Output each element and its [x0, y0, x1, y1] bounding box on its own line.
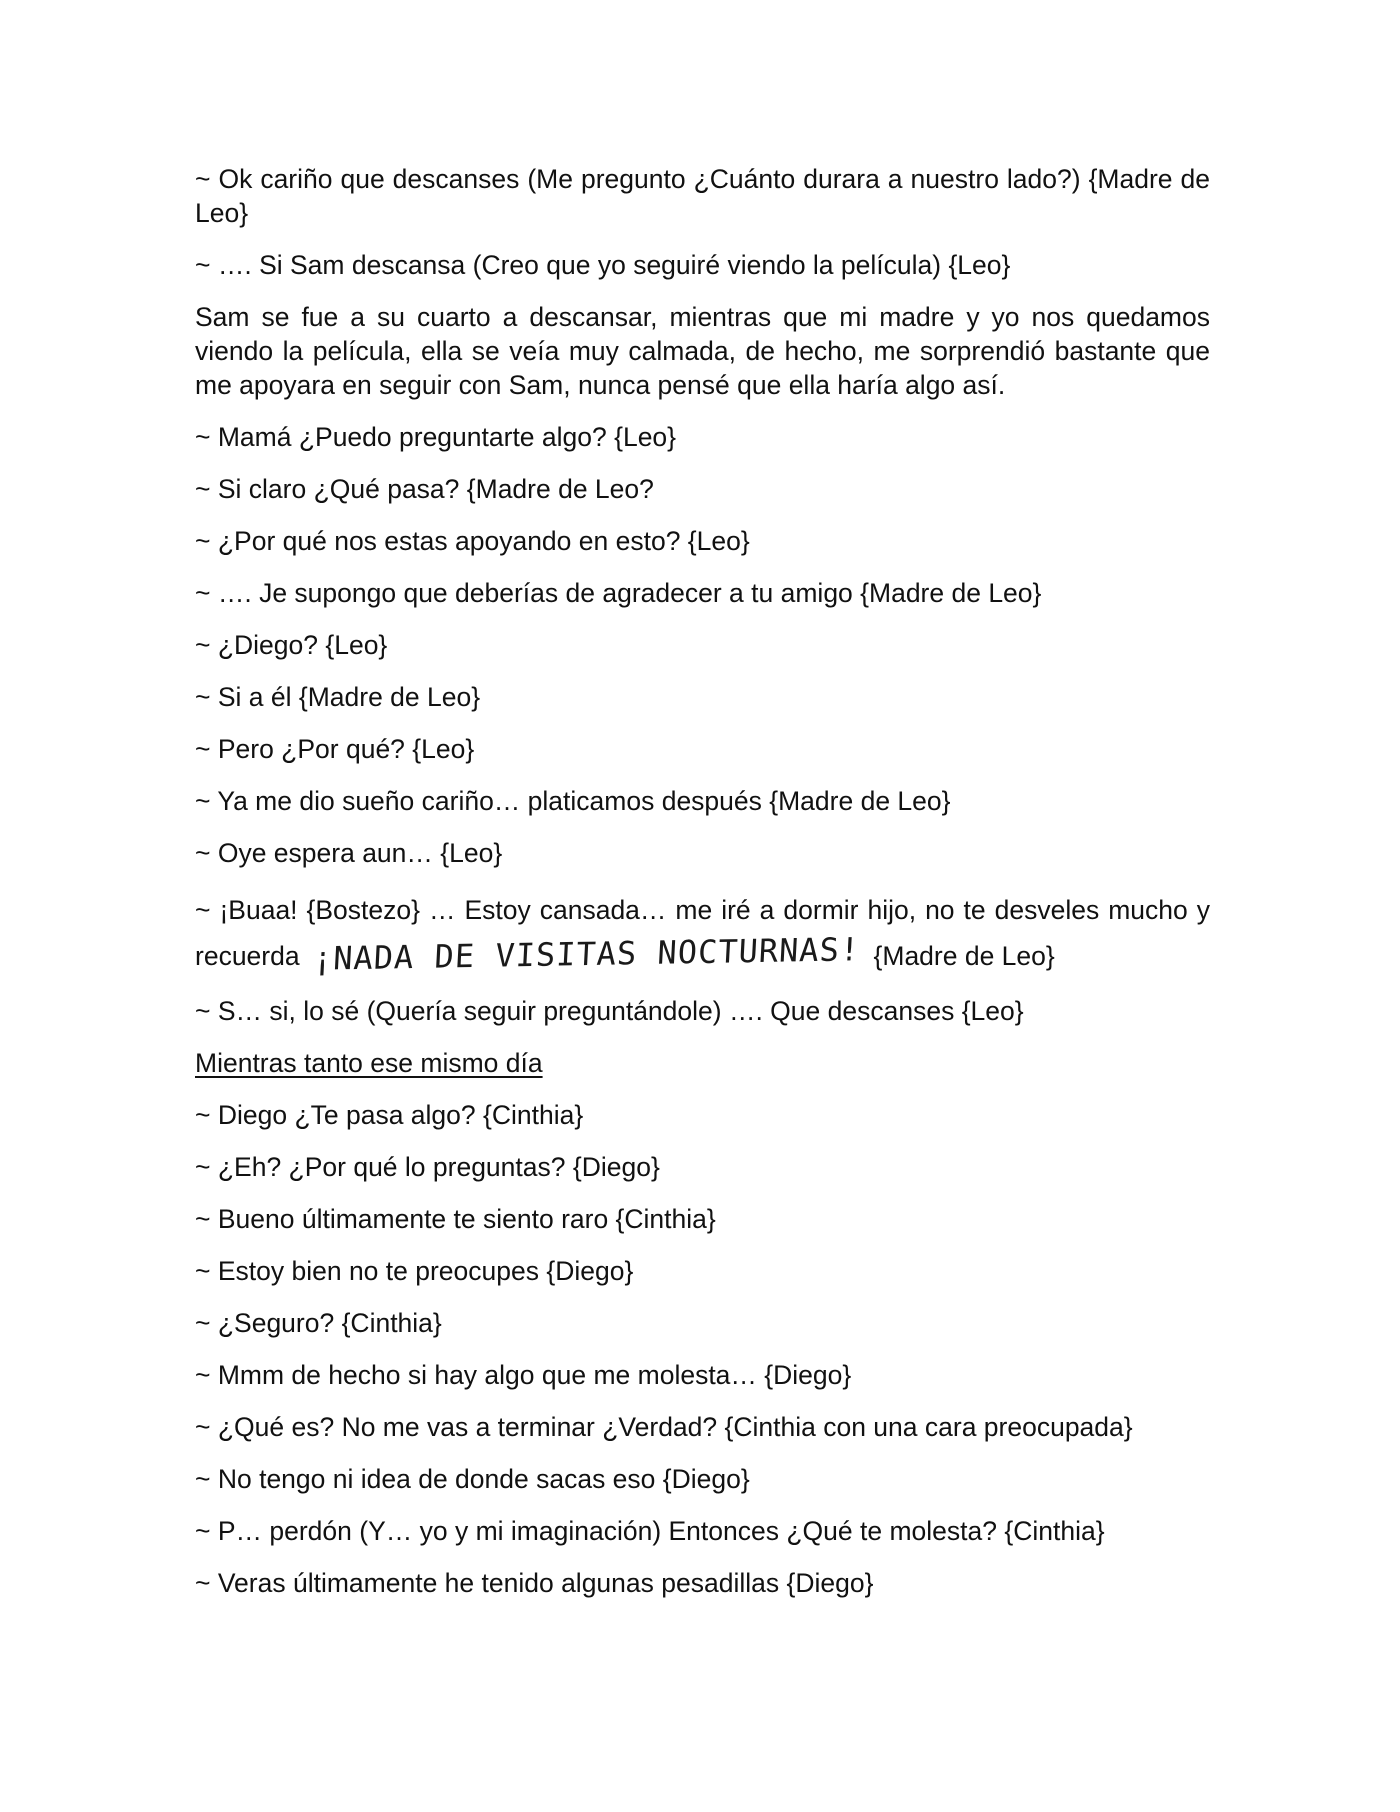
dialogue-line: ~ Oye espera aun… {Leo}: [195, 838, 503, 868]
dialogue-line: ~ Mmm de hecho si hay algo que me molesta… {Diego}: [195, 1360, 852, 1390]
dialogue-line: ~ ¿Por qué nos estas apoyando en esto? {Leo}: [195, 526, 750, 556]
dialogue-line: ~ ¿Eh? ¿Por qué lo preguntas? {Diego}: [195, 1152, 660, 1182]
dialogue-line: ~ Bueno últimamente te siento raro {Cinthia}: [195, 1204, 716, 1234]
dialogue-line: ~ S… si, lo sé (Quería seguir preguntándole) …. Que descanses {Leo}: [195, 996, 1024, 1026]
dialogue-line: ~ Estoy bien no te preocupes {Diego}: [195, 1256, 634, 1286]
dialogue-line: ~ Diego ¿Te pasa algo? {Cinthia}: [195, 1100, 584, 1130]
narration-paragraph: Sam se fue a su cuarto a descansar, mientras que mi madre y yo nos quedamos viendo la película, ella se veía muy calmada, de hecho, me sorprendió bastante que me apoyara en seguir con Sam, nunca pensé que ella haría algo así.: [195, 302, 1210, 400]
scene-heading: Mientras tanto ese mismo día: [195, 1048, 543, 1078]
dialogue-line: ~ …. Je supongo que deberías de agradecer a tu amigo {Madre de Leo}: [195, 578, 1042, 608]
shout-text: ¡NADA DE VISITAS NOCTURNAS!: [312, 930, 862, 978]
document-page: [195, 162, 1210, 1618]
dialogue-line: ~ Si claro ¿Qué pasa? {Madre de Leo?: [195, 474, 654, 504]
shout-line-after: {Madre de Leo}: [873, 941, 1055, 971]
dialogue-line: ~ Si a él {Madre de Leo}: [195, 682, 481, 712]
dialogue-line: ~ P… perdón (Y… yo y mi imaginación) Entonces ¿Qué te molesta? {Cinthia}: [195, 1516, 1105, 1546]
dialogue-line-with-shout: [195, 888, 1210, 978]
dialogue-line: ~ ¿Seguro? {Cinthia}: [195, 1308, 442, 1338]
dialogue-line: ~ ¿Diego? {Leo}: [195, 630, 388, 660]
dialogue-line: ~ Mamá ¿Puedo preguntarte algo? {Leo}: [195, 422, 677, 452]
dialogue-line: ~ No tengo ni idea de donde sacas eso {Diego}: [195, 1464, 750, 1494]
dialogue-line: ~ Pero ¿Por qué? {Leo}: [195, 734, 475, 764]
dialogue-line: ~ Veras últimamente he tenido algunas pesadillas {Diego}: [195, 1568, 874, 1598]
dialogue-line: ~ Ya me dio sueño cariño… platicamos después {Madre de Leo}: [195, 786, 951, 816]
shout-line-before: ~ ¡Buaa! {Bostezo} … Estoy cansada… me iré a dormir hijo, no te desveles mucho y recuerda: [195, 895, 1210, 971]
dialogue-line: ~ ¿Qué es? No me vas a terminar ¿Verdad? {Cinthia con una cara preocupada}: [195, 1412, 1133, 1442]
dialogue-line: ~ …. Si Sam descansa (Creo que yo seguiré viendo la película) {Leo}: [195, 250, 1011, 280]
dialogue-line: ~ Ok cariño que descanses (Me pregunto ¿Cuánto durara a nuestro lado?) {Madre de Leo}: [195, 164, 1210, 228]
